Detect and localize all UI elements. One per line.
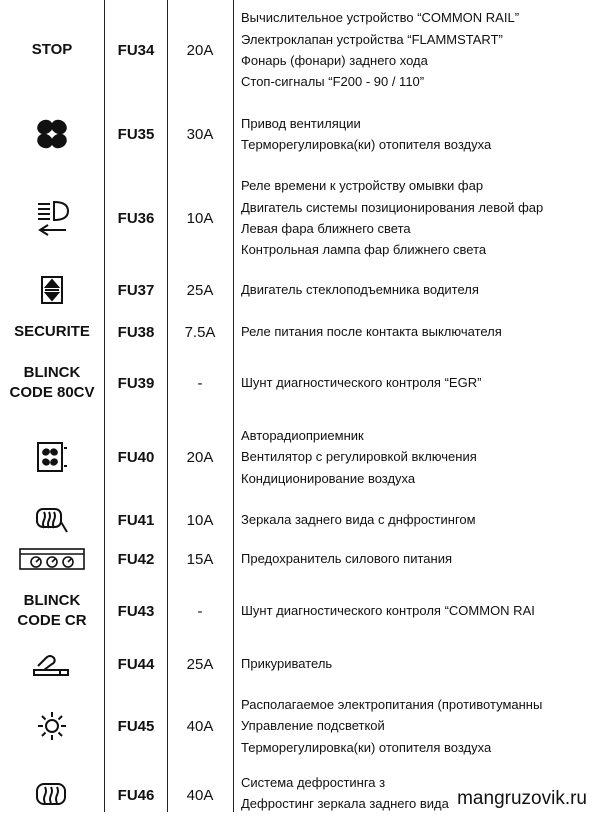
description-line: Контрольная лампа фар ближнего света	[241, 242, 487, 258]
lighting-icon	[36, 710, 68, 742]
cigarette-lighter-icon	[32, 650, 72, 678]
radio-fan-icon	[35, 440, 69, 474]
fuse-row	[0, 588, 595, 634]
fuse-code: FU40	[117, 448, 155, 466]
description-line: Реле времени к устройству омывки фар	[241, 178, 484, 194]
description-line: Привод вентиляции	[241, 115, 361, 131]
headlamp-leveling-icon	[32, 198, 72, 238]
fuse-rating: 40A	[186, 717, 214, 735]
fuse-rating: 10A	[186, 209, 214, 227]
fuse-rating: 40A	[186, 786, 214, 804]
description-line: Левая фара ближнего света	[241, 221, 411, 236]
symbol-label: STOP	[31, 41, 73, 58]
description-line: Терморегулировка(ки) отопителя воздуха	[241, 739, 492, 755]
description-line: Двигатель системы позиционирования левой фар	[241, 199, 544, 215]
symbol-label: SECURITE	[14, 323, 90, 340]
description-line: Реле питания после контакта выключателя	[241, 324, 502, 340]
fuse-row	[0, 646, 595, 682]
window-lift-icon	[40, 275, 64, 305]
fuse-row	[0, 424, 595, 490]
description-line: Дефростинг зеркала заднего вида	[241, 796, 449, 812]
description-line: Вентилятор с регулировкой включения	[241, 449, 477, 465]
fuse-code: FU38	[117, 323, 155, 341]
fuse-row	[0, 316, 595, 348]
description-line: Система дефростинга з	[241, 775, 386, 790]
fuse-rating: -	[197, 602, 203, 620]
fuse-row	[0, 694, 595, 758]
fuse-row	[0, 504, 595, 536]
symbol-label: BLINCK CODE 80CV	[9, 364, 95, 401]
symbol-label: BLINCK CODE CR	[17, 592, 87, 629]
description-line: Шунт диагностического контроля “COMMON RAI	[241, 603, 535, 619]
fuse-rating: 25A	[186, 655, 214, 673]
fuse-code: FU45	[117, 717, 155, 735]
fan-icon	[34, 117, 70, 151]
description-line: Управление подсветкой	[241, 718, 385, 734]
description-line: Вычислительное устройство “COMMON RAIL”	[241, 10, 520, 26]
fuse-code: FU35	[117, 125, 155, 143]
fuse-code: FU37	[117, 281, 155, 299]
description-line: Шунт диагностического контроля “EGR”	[241, 375, 482, 391]
fuse-rating: 10A	[186, 511, 214, 529]
fuse-code: FU43	[117, 602, 155, 620]
fuse-rating: 7.5A	[184, 323, 216, 341]
fuse-row	[0, 360, 595, 406]
fuse-code: FU39	[117, 374, 155, 392]
description-line: Фонарь (фонари) заднего хода	[241, 53, 428, 68]
rear-defrost-icon	[35, 781, 69, 809]
fuse-rating: 30A	[186, 125, 214, 143]
description-line: Двигатель стеклоподъемника водителя	[241, 282, 479, 298]
description-line: Авторадиоприемник	[241, 428, 364, 444]
description-line: Терморегулировка(ки) отопителя воздуха	[241, 137, 492, 152]
description-line: Предохранитель силового питания	[241, 551, 452, 567]
fuse-code: FU36	[117, 209, 155, 227]
fuse-code: FU42	[117, 550, 155, 568]
fuse-code: FU34	[117, 41, 155, 59]
fuse-rating: 25A	[186, 281, 214, 299]
fuse-row	[0, 544, 595, 574]
dashboard-icon	[18, 546, 86, 572]
fuse-rating: -	[197, 374, 203, 392]
fuse-row	[0, 174, 595, 262]
fuse-code: FU41	[117, 511, 155, 529]
fuse-code: FU44	[117, 655, 155, 673]
description-line: Прикуриватель	[241, 656, 333, 672]
description-line: Электроклапан устройства “FLAMMSTART”	[241, 31, 503, 47]
watermark: mangruzovik.ru	[453, 788, 591, 810]
fuse-row	[0, 4, 595, 96]
description-line: Стоп-сигналы “F200 - 90 / 110”	[241, 74, 425, 90]
mirror-defrost-icon	[35, 506, 69, 534]
fuse-rating: 20A	[186, 41, 214, 59]
fuse-rating: 20A	[186, 448, 214, 466]
fuse-row	[0, 270, 595, 310]
fuse-code: FU46	[117, 786, 155, 804]
description-line: Располагаемое электропитания (противотуманны	[241, 697, 543, 713]
fuse-rating: 15A	[186, 550, 214, 568]
fuse-row	[0, 110, 595, 158]
description-line: Зеркала заднего вида с днфростингом	[241, 512, 476, 528]
description-line: Кондиционирование воздуха	[241, 470, 416, 486]
